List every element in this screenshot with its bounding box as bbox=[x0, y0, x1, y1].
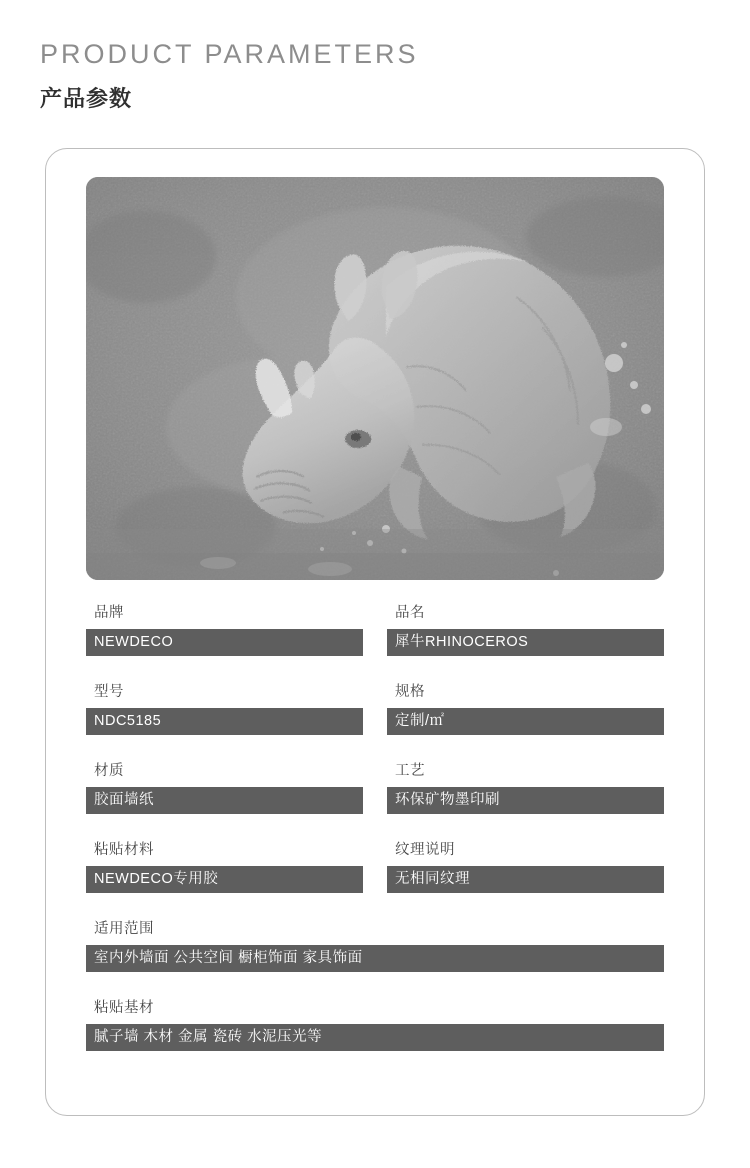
spec-value: 无相同纹理 bbox=[387, 866, 664, 893]
spec-label: 品牌 bbox=[94, 605, 124, 621]
spec-label: 粘贴材料 bbox=[94, 842, 154, 858]
page-title-en: PRODUCT PARAMETERS bbox=[40, 39, 419, 69]
spec-label: 纹理说明 bbox=[395, 842, 455, 858]
spec-value: NEWDECO bbox=[86, 629, 363, 656]
spec-item-application-scope bbox=[86, 917, 664, 972]
rhinoceros-illustration bbox=[86, 177, 664, 580]
rhinoceros-wallpaper-image bbox=[86, 177, 664, 580]
spec-value: NEWDECO专用胶 bbox=[86, 866, 363, 893]
spec-row bbox=[86, 759, 664, 814]
spec-row bbox=[86, 601, 664, 656]
spec-item-texture-note bbox=[387, 838, 664, 893]
spec-value: 室内外墙面 公共空间 橱柜饰面 家具饰面 bbox=[86, 945, 664, 972]
spec-item-specification bbox=[387, 680, 664, 735]
page-title-cn: 产品参数 bbox=[40, 85, 133, 111]
spec-value: 环保矿物墨印刷 bbox=[387, 787, 664, 814]
spec-value: 胶面墙纸 bbox=[86, 787, 363, 814]
spec-value: 腻子墙 木材 金属 瓷砖 水泥压光等 bbox=[86, 1024, 664, 1051]
spec-item-substrate bbox=[86, 996, 664, 1051]
spec-item-adhesive bbox=[86, 838, 363, 893]
spec-item-process bbox=[387, 759, 664, 814]
page-header bbox=[0, 0, 750, 113]
spec-item-brand bbox=[86, 601, 363, 656]
spec-label: 粘贴基材 bbox=[94, 1000, 154, 1016]
spec-value: NDC5185 bbox=[86, 708, 363, 735]
spec-label: 工艺 bbox=[395, 763, 425, 779]
spec-item-model bbox=[86, 680, 363, 735]
spec-label: 适用范围 bbox=[94, 921, 154, 937]
spec-item-material bbox=[86, 759, 363, 814]
spec-label: 材质 bbox=[94, 763, 124, 779]
spec-label: 型号 bbox=[94, 684, 124, 700]
parameters-card bbox=[45, 148, 705, 1116]
spec-value: 犀牛RHINOCEROS bbox=[387, 629, 664, 656]
spec-value: 定制/㎡ bbox=[387, 708, 664, 735]
spec-row bbox=[86, 680, 664, 735]
spec-row bbox=[86, 917, 664, 972]
spec-row bbox=[86, 996, 664, 1051]
spec-table bbox=[86, 601, 664, 1075]
spec-label: 品名 bbox=[395, 605, 425, 621]
spec-item-product-name bbox=[387, 601, 664, 656]
spec-label: 规格 bbox=[395, 684, 425, 700]
spec-row bbox=[86, 838, 664, 893]
